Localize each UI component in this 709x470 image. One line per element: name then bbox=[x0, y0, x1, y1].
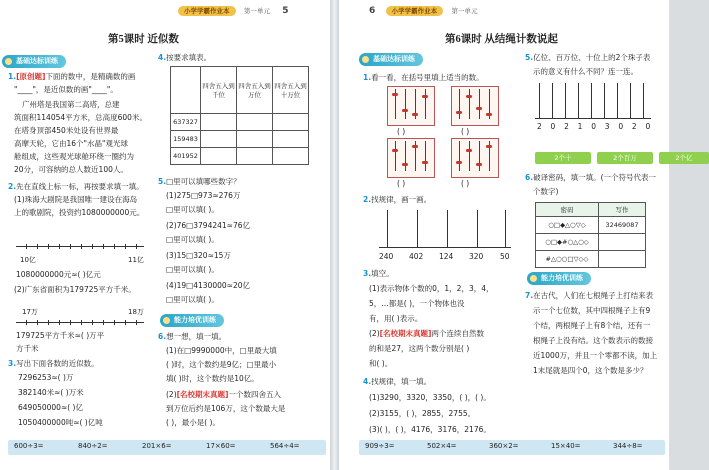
match-box-hundred-million[interactable]: 2个亿 bbox=[659, 152, 709, 164]
counting-digits: 2 0 2 1 0 3 0 2 0 bbox=[537, 122, 654, 131]
abacus bbox=[387, 86, 435, 126]
match-box-ten[interactable]: 2个十 bbox=[535, 152, 591, 164]
r-q6-line bbox=[525, 172, 656, 183]
pattern-label-4: 320 bbox=[469, 252, 484, 261]
r-q5-text-2: 示的意义有什么不同？连一连。 bbox=[533, 67, 638, 76]
q6-text: 想一想，填一填。 bbox=[166, 332, 227, 341]
r-q4-text: 找规律，填一填。 bbox=[371, 377, 432, 386]
r-q7-text-5: 近1000万，并且一个零都不读，加上 bbox=[533, 351, 658, 360]
code-cell: #△○○□▽◇◇ bbox=[536, 251, 599, 268]
r-q3-line-5: 的和是27，这两个数分别是( ) bbox=[369, 344, 470, 353]
r-q3-sub-num: (2) bbox=[369, 329, 380, 338]
r-q7-text-4: 根绳子上没有结。这个数表示的数接 bbox=[533, 336, 653, 345]
q5-item-2: □里可以填( )。 bbox=[166, 205, 219, 214]
q1-number: 1. bbox=[8, 72, 17, 81]
q6-item-5: 到万位后约是106万，这个数最大是 bbox=[166, 404, 286, 413]
calc-3: 360×2= bbox=[489, 442, 519, 450]
q4-cell[interactable] bbox=[237, 114, 273, 131]
q4-cell[interactable] bbox=[201, 148, 237, 165]
pattern-label-2: 402 bbox=[409, 252, 424, 261]
r-q4-item-2: (2)3155，( )，2855，2755。 bbox=[369, 409, 476, 418]
q4-table bbox=[170, 66, 309, 165]
q4-header-3: 四舍五入到十万位 bbox=[273, 67, 309, 114]
code-cell: 32469087 bbox=[599, 217, 646, 234]
q4-header-1: 四舍五入到千位 bbox=[201, 67, 237, 114]
q4-cell[interactable] bbox=[201, 114, 237, 131]
pattern-label-1: 240 bbox=[379, 252, 394, 261]
abacus bbox=[387, 138, 435, 178]
q3-item-3: 649050000≈( )亿 bbox=[18, 403, 83, 412]
q3-item-1: 7296253≈( )万 bbox=[18, 373, 74, 382]
code-header-2: 写作 bbox=[599, 203, 646, 217]
left-mental-math bbox=[8, 440, 326, 455]
q6-number: 6. bbox=[158, 332, 167, 341]
right-mental-math bbox=[359, 440, 665, 455]
r-q6-number: 6. bbox=[525, 173, 534, 182]
right-header bbox=[369, 6, 478, 20]
ruler2-start: 17万 bbox=[22, 308, 38, 316]
abacus bbox=[451, 86, 499, 126]
match-box-million[interactable]: 2个百万 bbox=[597, 152, 653, 164]
q6-tag: [名校期末真题] bbox=[176, 390, 229, 399]
code-answer[interactable] bbox=[599, 234, 646, 251]
r-q2-text: 找规律，画一画。 bbox=[371, 195, 432, 204]
code-cell: ○□◆△○▽◇ bbox=[536, 217, 599, 234]
q1-line-1 bbox=[8, 71, 135, 82]
q6-item-4-num: (2) bbox=[166, 390, 177, 399]
q1-text-3: 广州塔是我国第二高塔，总建 bbox=[22, 100, 120, 109]
q4-cell[interactable] bbox=[273, 114, 309, 131]
page-number: 6 bbox=[369, 6, 376, 16]
calc-4: 17×60= bbox=[206, 442, 236, 450]
q6-item-2: ( )时，这个数约是9亿；□里最小 bbox=[166, 360, 277, 369]
q6-line bbox=[158, 331, 226, 342]
r-q3-line-2: 5，…都是( )，一个物体也没 bbox=[369, 299, 465, 308]
answer-blank[interactable]: ( ) bbox=[461, 127, 470, 136]
q5-item-7: (4)19□4130000≈20亿 bbox=[166, 281, 250, 290]
ruler2-end: 18万 bbox=[128, 308, 144, 316]
r-q5-text-1: 亿位、百万位、十位上的2个珠子表 bbox=[533, 53, 651, 62]
r-q1-text: 看一看，在括号里填上适当的数。 bbox=[371, 73, 484, 82]
q2-answer-2a: 179725平方千米≈( )万平 bbox=[16, 331, 105, 340]
q2-sub1-1: (1)珠海大剧院是我国唯一建设在海岛 bbox=[14, 195, 138, 204]
section-basic: 基础达标训练 bbox=[2, 55, 66, 68]
number-line-2 bbox=[16, 322, 144, 323]
q4-row-2: 159483 bbox=[171, 131, 201, 148]
q4-row-1: 637327 bbox=[171, 114, 201, 131]
r-q3-line-3: 有，用( )表示。 bbox=[369, 314, 423, 323]
r-q3-line-1: (1)表示物体个数的0，1，2，3，4， bbox=[369, 284, 494, 293]
pattern-label-3: 124 bbox=[439, 252, 454, 261]
r-q5-line bbox=[525, 52, 650, 63]
calc-1: 600÷3= bbox=[14, 442, 44, 450]
q2-sub2: (2)广东省面积为179725平方千米。 bbox=[14, 285, 136, 294]
number-line-1 bbox=[16, 246, 144, 247]
r-q7-text-6: 1末尾就是四个0，这个数是多少？ bbox=[533, 366, 648, 375]
calc-1: 909÷3= bbox=[365, 442, 395, 450]
q5-text: □里可以填哪些数字？ bbox=[166, 177, 241, 186]
q4-line bbox=[158, 52, 211, 63]
q1-text-4: 筑面积114054平方米，总高度600米。 bbox=[14, 113, 147, 122]
r-q4-item-1: (1)3290，3320，3350，( )，( )。 bbox=[369, 393, 491, 402]
r-q7-text-3: 个结，两根绳子上有8个结，还有一 bbox=[533, 321, 651, 330]
q5-item-6: □里可以填( )。 bbox=[166, 265, 219, 274]
counting-frame bbox=[535, 118, 651, 119]
right-page bbox=[339, 0, 693, 470]
r-q5-number: 5. bbox=[525, 53, 534, 62]
q4-cell[interactable] bbox=[273, 131, 309, 148]
q1-text-6: 高摩天轮，它由16个"水晶"观光球 bbox=[14, 139, 128, 148]
calc-5: 344÷8= bbox=[613, 442, 643, 450]
section-advanced: 能力培优训练 bbox=[527, 272, 591, 285]
r-q4-item-3: (3)( )，( )，4176，3176，2176。 bbox=[369, 425, 491, 434]
r-q3-line bbox=[363, 268, 394, 279]
q4-number: 4. bbox=[158, 53, 167, 62]
abacus bbox=[451, 138, 499, 178]
q4-text: 按要求填表。 bbox=[166, 53, 212, 62]
code-header-1: 密码 bbox=[536, 203, 599, 217]
q1-text-5: 在塔身顶部450米处设有世界最 bbox=[14, 126, 119, 135]
q1-text-1: 下面的数中，是精确数的画 bbox=[45, 72, 136, 81]
pattern-label-5: 50 bbox=[500, 252, 510, 261]
r-q6-text-1: 破译密码，填一填。(一个符号代表一 bbox=[533, 173, 657, 182]
left-header bbox=[178, 6, 289, 20]
book-gutter bbox=[330, 0, 339, 470]
q6-item-4-line bbox=[166, 389, 281, 400]
q4-cell[interactable] bbox=[237, 131, 273, 148]
r-q7-text-2: 示一个七位数，其中四根绳子上有9 bbox=[533, 306, 651, 315]
r-q3-number: 3. bbox=[363, 269, 372, 278]
r-q4-number: 4. bbox=[363, 377, 372, 386]
q2-answer-1: 1080000000元≈( )亿元 bbox=[16, 270, 101, 279]
r-q2-number: 2. bbox=[363, 195, 372, 204]
answer-blank[interactable]: ( ) bbox=[397, 179, 406, 188]
q2-line bbox=[8, 181, 144, 192]
q6-item-4-text: 一个数四舍五入 bbox=[228, 390, 281, 399]
q3-item-2: 382140米≈( )万米 bbox=[18, 388, 84, 397]
r-q6-text-2: 个数字) bbox=[533, 187, 559, 196]
answer-blank[interactable]: ( ) bbox=[461, 179, 470, 188]
header-unit: 第一单元 bbox=[243, 7, 270, 15]
q5-item-8: □里可以填( )。 bbox=[166, 295, 219, 304]
q1-tag: [原创题] bbox=[16, 72, 46, 81]
ruler1-start: 10亿 bbox=[20, 256, 36, 264]
q3-text: 写出下面各数的近似数。 bbox=[16, 359, 99, 368]
calc-4: 15×40= bbox=[551, 442, 581, 450]
ruler1-end: 11亿 bbox=[128, 256, 144, 264]
section-advanced: 能力培优训练 bbox=[160, 314, 224, 327]
q4-cell[interactable] bbox=[201, 131, 237, 148]
q2-answer-2b: 方千米 bbox=[16, 344, 39, 353]
q4-cell[interactable] bbox=[273, 148, 309, 165]
r-q3-line-6: 和( )。 bbox=[369, 359, 393, 368]
section-basic: 基础达标训练 bbox=[359, 53, 423, 66]
answer-blank[interactable]: ( ) bbox=[397, 127, 406, 136]
q5-number: 5. bbox=[158, 177, 167, 186]
q2-number: 2. bbox=[8, 182, 17, 191]
q3-number: 3. bbox=[8, 359, 17, 368]
q4-header-2: 四舍五入到万位 bbox=[237, 67, 273, 114]
lesson-title: 第6课时 从结绳计数说起 bbox=[445, 34, 558, 45]
q2-text: 先在直线上标一标，再按要求填一填。 bbox=[16, 182, 144, 191]
lesson-title: 第5课时 近似数 bbox=[108, 34, 179, 45]
q5-item-3: (2)76□3794241≈76亿 bbox=[166, 221, 250, 230]
q5-item-4: □里可以填( )。 bbox=[166, 235, 219, 244]
page-number: 5 bbox=[282, 6, 289, 16]
r-q1-line bbox=[363, 72, 484, 83]
r-q7-line bbox=[525, 290, 653, 301]
header-badge: 小学学霸作业本 bbox=[178, 6, 236, 16]
left-page bbox=[0, 0, 330, 470]
q3-line bbox=[8, 358, 99, 369]
header-badge: 小学学霸作业本 bbox=[386, 6, 444, 16]
r-q2-line bbox=[363, 194, 431, 205]
calc-5: 564÷4= bbox=[270, 442, 300, 450]
code-answer[interactable] bbox=[599, 251, 646, 268]
r-q1-number: 1. bbox=[363, 73, 372, 82]
r-q3-sub-text: 两个连续自然数 bbox=[431, 329, 484, 338]
r-q3-text: 填空。 bbox=[371, 269, 394, 278]
header-unit: 第一单元 bbox=[451, 7, 478, 15]
r-q3-line-4 bbox=[369, 328, 484, 339]
calc-3: 201×6= bbox=[142, 442, 172, 450]
r-q7-text-1: 在古代，人们在七根绳子上打结来表 bbox=[533, 291, 654, 300]
r-q4-line bbox=[363, 376, 431, 387]
q6-item-1: (1)在□9990000中，□里最大填 bbox=[166, 346, 277, 355]
r-q3-tag: [名校期末真题] bbox=[379, 329, 432, 338]
calc-2: 840÷2= bbox=[78, 442, 108, 450]
q5-item-5: (3)15□320≈15万 bbox=[166, 251, 231, 260]
pattern-line bbox=[379, 247, 511, 248]
q3-item-4: 1050400000吨≈( )亿吨 bbox=[18, 418, 103, 427]
q4-cell[interactable] bbox=[237, 148, 273, 165]
r-q7-number: 7. bbox=[525, 291, 534, 300]
q1-text-8: 20分，可容纳的总人数近100人。 bbox=[14, 165, 128, 174]
q5-item-1: (1)275□973≈276万 bbox=[166, 191, 241, 200]
code-table bbox=[535, 202, 646, 268]
q6-item-3: 填( )时，这个数约是10亿。 bbox=[166, 374, 259, 383]
code-cell: ○□◆#○△○◇ bbox=[536, 234, 599, 251]
q5-line bbox=[158, 176, 241, 187]
q4-row-3: 401952 bbox=[171, 148, 201, 165]
q1-text-7: 舱组成，这些观光球舱环绕一圈约为 bbox=[14, 152, 134, 161]
q6-item-6: ( )，最小是( )。 bbox=[166, 418, 220, 427]
q1-text-2: "____"，是近似数的画"____"。 bbox=[14, 85, 118, 94]
q2-sub1-2: 上的歌剧院，投资约1080000000元。 bbox=[14, 208, 145, 217]
calc-2: 502×4= bbox=[427, 442, 457, 450]
